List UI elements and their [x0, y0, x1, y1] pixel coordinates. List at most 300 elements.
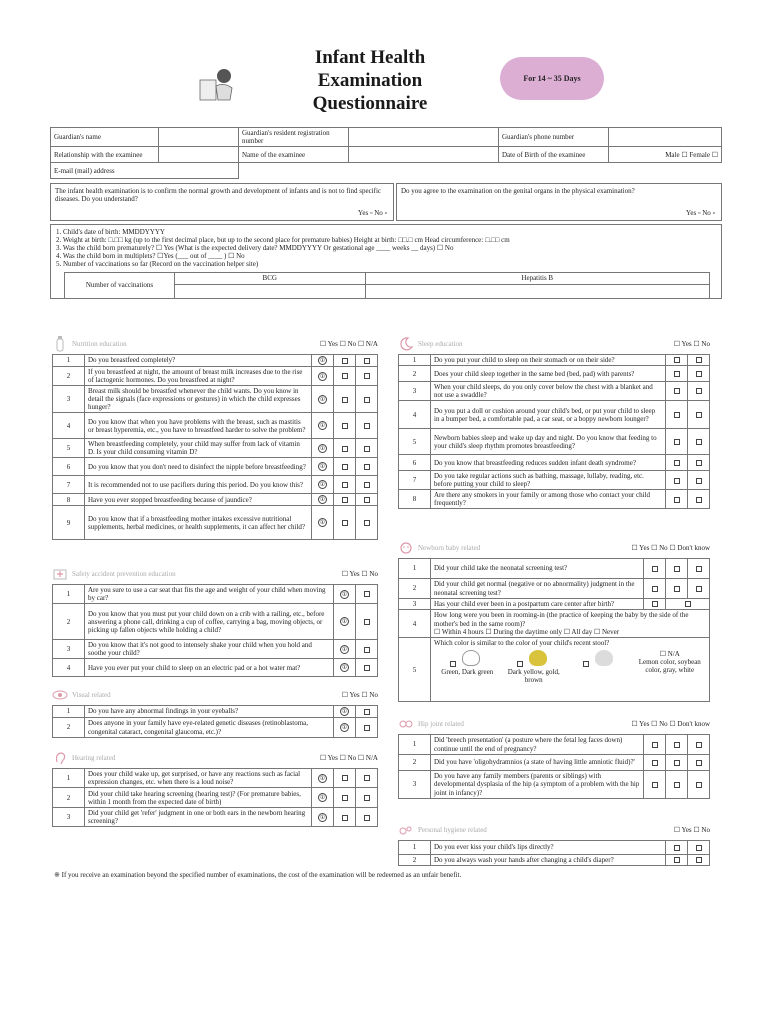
answer-mark [674, 388, 680, 394]
answer-yes[interactable] [644, 599, 666, 610]
hygiene-legend: ☐ Yes ☐ No [673, 825, 710, 834]
guardian-phone-field[interactable] [609, 128, 722, 147]
hygiene-icon [398, 822, 414, 838]
table-row [53, 506, 378, 540]
table-row [399, 429, 710, 455]
birth-weight-line[interactable]: 2. Weight at birth: □.□□ kg (up to the first decimal place, but up to the second place for premature babies) Height at birth: □□.□ cm Head circumference: □.□□ cm [56, 236, 510, 245]
answer-mark [364, 397, 370, 403]
question-text: Do you know that if a breastfeeding mother intakes excessive nutritional supplements, herbal medicines, or health supplements, it can affect her child? [85, 506, 312, 540]
answer-yes[interactable] [666, 455, 688, 471]
answer-yes[interactable] [666, 429, 688, 455]
answer-yes[interactable] [644, 755, 666, 771]
relationship-field[interactable] [159, 147, 239, 163]
answer-mark [364, 497, 370, 503]
question-text: Does anyone in your family have eye-related genetic diseases (retinoblastoma, congenital cataract, congenital glaucoma, etc.)? [85, 718, 334, 738]
answer-mark [674, 357, 680, 363]
table-row [399, 382, 710, 401]
hip-section [398, 714, 710, 799]
question-text: Are you sure to use a car seat that fits the age and weight of your child when moving by car? [85, 585, 334, 604]
answer-no[interactable] [688, 366, 710, 382]
visual-section [52, 685, 378, 738]
answer-mark [342, 795, 348, 801]
answer-no[interactable] [688, 841, 710, 855]
question-text: Did you have 'oligohydramnios (a state of having little amniotic fluid)?' [431, 755, 644, 771]
footer-note: ※ If you receive an examination beyond the specified number of examinations, the cost of the examination will be redeemed as an unfair benefit. [54, 871, 462, 879]
row-number: 1 [53, 769, 85, 788]
answer-mark [342, 520, 348, 526]
table-row [53, 640, 378, 659]
question-text: Did your child take hearing screening (hearing test)? (For premature babies, within 1 month from the expected date of birth) [85, 788, 312, 808]
answer-no[interactable] [666, 599, 710, 610]
answer-mark [364, 725, 370, 731]
safety-title: Safety accident prevention education [72, 569, 176, 578]
table-row [53, 718, 378, 738]
answer-dontknow[interactable] [688, 579, 710, 599]
row-number: 1 [399, 355, 431, 366]
understand-notice [50, 183, 394, 221]
answer-dontknow[interactable] [688, 559, 710, 579]
answer-mark [652, 782, 658, 788]
multiplets-line[interactable]: 4. Was the child born in multiplets? ☐Yes (___ out of ____ ) ☐ No [56, 252, 245, 261]
hearing-legend: ☐ Yes ☐ No ☐ N/A [319, 753, 378, 762]
answer-mark [696, 478, 702, 484]
hearing-table [52, 768, 378, 827]
answer-no[interactable] [688, 471, 710, 490]
row-number: 2 [399, 579, 431, 599]
question-text: Does your child wake up, get surprised, or have any reactions such as facial expression changes, etc. when there is a loud noise? [85, 769, 312, 788]
guardian-phone-label: Guardian's phone number [499, 128, 609, 147]
row-number: 5 [399, 638, 431, 702]
sleep-legend: ☐ Yes ☐ No [673, 339, 710, 348]
answer-na[interactable] [688, 755, 710, 771]
answer-na[interactable] [356, 458, 378, 476]
answer-yes[interactable] [666, 355, 688, 366]
stool-na-label: ☐ N/A [659, 650, 680, 659]
answer-no[interactable] [334, 494, 356, 506]
hygiene-title: Personal hygiene related [418, 825, 487, 834]
answer-yes[interactable] [312, 494, 334, 506]
answer-yes[interactable] [312, 788, 334, 808]
row-number: 2 [399, 755, 431, 771]
answer-yes[interactable] [666, 401, 688, 429]
hip-icon [398, 716, 414, 732]
answer-na[interactable] [356, 808, 378, 827]
stool-option-yellow[interactable] [505, 650, 563, 684]
table-row [53, 355, 378, 367]
sex-checkbox[interactable]: Male ☐ Female ☐ [609, 147, 722, 163]
answer-mark [342, 397, 348, 403]
table-row [399, 559, 710, 579]
answer-na[interactable] [688, 735, 710, 755]
table-row [53, 788, 378, 808]
doctor-icon [194, 66, 238, 106]
nutrition-legend: ☐ Yes ☐ No ☐ N/A [319, 339, 378, 348]
hygiene-section [398, 820, 710, 866]
table-row [53, 585, 378, 604]
answer-mark: ① [319, 373, 326, 380]
question-text: Have you ever stopped breastfeeding because of jaundice? [85, 494, 312, 506]
answer-yes[interactable] [312, 476, 334, 494]
eye-icon [52, 687, 68, 703]
question-text: Do you know that it's not good to intensely shake your child when you hold and soothe your child? [85, 640, 334, 659]
vaccinations-line: 5. Number of vaccinations so far (Record on the vaccination helper site) [56, 260, 259, 269]
vac-count-label: Number of vaccinations [65, 273, 175, 299]
answer-na[interactable] [356, 367, 378, 386]
newborn-section [398, 538, 710, 702]
question-text: When your child sleeps, do you only cover below the chest with a blanket and not use a swaddle? [431, 382, 666, 401]
answer-no[interactable] [688, 429, 710, 455]
genital-consent [396, 183, 722, 221]
row-number: 5 [53, 439, 85, 458]
answer-mark: ① [341, 709, 348, 715]
answer-mark [674, 782, 680, 788]
answer-na[interactable] [356, 355, 378, 367]
relationship-label: Relationship with the examinee [51, 147, 159, 163]
baby-icon [398, 540, 414, 556]
answer-na[interactable] [356, 476, 378, 494]
answer-mark [364, 665, 370, 671]
answer-mark [674, 497, 680, 503]
answer-no[interactable] [334, 439, 356, 458]
email-label: E-mail (mail) address [51, 163, 239, 179]
row-number: 2 [53, 604, 85, 640]
answer-no[interactable] [666, 771, 688, 799]
answer-mark [674, 742, 680, 748]
answer-na[interactable] [356, 506, 378, 540]
guardian-name-field[interactable] [159, 128, 239, 147]
hip-table [398, 734, 710, 799]
question-text: Did your child get 'refer' judgment in one or both ears in the newborn hearing screening? [85, 808, 312, 827]
hearing-section [52, 748, 378, 827]
answer-no[interactable] [356, 706, 378, 718]
answer-yes[interactable] [644, 735, 666, 755]
answer-yes[interactable] [334, 604, 356, 640]
answer-no[interactable] [356, 604, 378, 640]
answer-mark [674, 412, 680, 418]
table-row [53, 476, 378, 494]
answer-mark [364, 482, 370, 488]
answer-mark [342, 373, 348, 379]
row-number: 1 [399, 841, 431, 855]
answer-no[interactable] [356, 659, 378, 677]
sleep-title: Sleep education [418, 339, 463, 348]
row-number: 3 [53, 386, 85, 413]
table-row [399, 490, 710, 509]
answer-mark [342, 815, 348, 821]
answer-yes[interactable] [666, 471, 688, 490]
answer-mark [364, 619, 370, 625]
answer-yes[interactable] [644, 559, 666, 579]
answer-no[interactable] [688, 382, 710, 401]
answer-no[interactable] [356, 585, 378, 604]
answer-yes[interactable] [312, 355, 334, 367]
answer-yes[interactable] [312, 367, 334, 386]
answer-mark [342, 423, 348, 429]
answer-yes[interactable] [312, 386, 334, 413]
table-row [53, 494, 378, 506]
question-text: Do you know that when you have problems with the breast, such as mastitis or breast hyperemia, etc., you have to breastfeed harder to solve the problem? [85, 413, 312, 439]
answer-mark [696, 782, 702, 788]
moon-icon [398, 336, 414, 352]
answer-mark [364, 647, 370, 653]
table-row [53, 439, 378, 458]
examinee-name-field[interactable] [349, 147, 499, 163]
question-text: Do you know that you must put your child down on a crib with a railing, etc., before answering a phone call, drinking a cup of coffee, carrying a bag, moving objects, or picking up fallen objects while holding a child? [85, 604, 334, 640]
answer-mark: ① [341, 619, 348, 626]
question-text: If you breastfeed at night, the amount of breast milk increases due to the rise of lactogenic hormones. Do you breastfeed at night? [85, 367, 312, 386]
answer-na[interactable] [356, 386, 378, 413]
answer-mark [696, 497, 702, 503]
premature-line[interactable]: 3. Was the child born prematurely? ☐ Yes (What is the expected delivery date? MMDDYYYY Or gestational age ____ weeks __ days) ☐ No [56, 244, 454, 253]
answer-no[interactable] [334, 458, 356, 476]
question-text: Which color is similar to the color of your child's recent stool? [434, 639, 610, 648]
row-number: 7 [53, 476, 85, 494]
row-number: 6 [53, 458, 85, 476]
row-number: 5 [399, 429, 431, 455]
bcg-header: BCG [175, 273, 366, 285]
answer-no[interactable] [688, 490, 710, 509]
question-text: Are there any smokers in your family or among those who contact your child frequently? [431, 490, 666, 509]
hygiene-table [398, 840, 710, 866]
answer-no[interactable] [334, 788, 356, 808]
answer-na[interactable] [688, 771, 710, 799]
answer-no[interactable] [356, 718, 378, 738]
answer-yes[interactable] [334, 585, 356, 604]
question-text: Do you have any family members (parents or siblings) with developmental dysplasia of the hip (a symptom of a problem with the hip joint in infancy)? [431, 771, 644, 799]
row-number: 8 [399, 490, 431, 509]
answer-mark [696, 439, 702, 445]
newborn-legend: ☐ Yes ☐ No ☐ Don't know [631, 543, 710, 552]
answer-na[interactable] [356, 788, 378, 808]
bottle-icon [52, 336, 68, 352]
answer-no[interactable] [334, 367, 356, 386]
answer-mark: ① [319, 482, 326, 489]
row-number: 3 [399, 382, 431, 401]
safety-legend: ☐ Yes ☐ No [341, 569, 378, 578]
newborn-title: Newborn baby related [418, 543, 481, 552]
row-number: 2 [399, 855, 431, 866]
table-row [53, 604, 378, 640]
answer-yes[interactable] [666, 366, 688, 382]
answer-mark [342, 482, 348, 488]
answer-mark: ① [319, 358, 326, 364]
hepb-header: Hepatitis B [365, 273, 709, 285]
row-number: 3 [399, 771, 431, 799]
table-row [53, 413, 378, 439]
question-text: Have you ever put your child to sleep on an electric pad or a hot water mat? [85, 659, 334, 677]
answer-mark [652, 760, 658, 766]
answer-mark [696, 412, 702, 418]
newborn-table [398, 558, 710, 702]
answer-mark: ① [341, 665, 348, 672]
ear-icon [52, 750, 68, 766]
question-text: Do you always wash your hands after changing a child's diaper? [431, 855, 666, 866]
table-row [53, 769, 378, 788]
page-title: Infant Health Examination Questionnaire [312, 47, 428, 115]
question-text: Did your child get normal (negative or no abnormality) judgment in the neonatal screening test? [431, 579, 644, 599]
birth-date-line[interactable]: 1. Child's date of birth: MMDDYYYY [56, 228, 165, 236]
table-row [53, 458, 378, 476]
answer-no[interactable] [334, 506, 356, 540]
guardian-reg-field[interactable] [349, 128, 499, 147]
stool-swatch [595, 650, 613, 666]
answer-mark [696, 845, 702, 851]
genital-yes-no[interactable]: Yes ▫ No ▫ [686, 208, 715, 217]
answer-yes[interactable] [644, 579, 666, 599]
answer-mark: ① [319, 814, 326, 821]
understand-question: The infant health examination is to confirm the normal growth and development of infants and is not to find specific diseases. Do you understand? [55, 187, 381, 204]
question-text: How long were you been in rooming-in (the practice of keeping the baby by the side of the mother's bed in the same room)? [434, 611, 689, 628]
rooming-options[interactable]: ☐ Within 4 hours ☐ During the daytime only ☐ All day ☐ Never [434, 627, 620, 636]
answer-no[interactable] [666, 559, 688, 579]
table-row [399, 735, 710, 755]
answer-mark [342, 497, 348, 503]
answer-yes[interactable] [666, 490, 688, 509]
answer-no[interactable] [334, 413, 356, 439]
nutrition-table [52, 354, 378, 540]
row-number: 8 [53, 494, 85, 506]
answer-no[interactable] [688, 355, 710, 366]
stool-swatch [462, 650, 480, 666]
answer-yes[interactable] [666, 855, 688, 866]
answer-yes[interactable] [334, 659, 356, 677]
answer-na[interactable] [356, 413, 378, 439]
table-row [53, 367, 378, 386]
answer-yes[interactable] [312, 413, 334, 439]
answer-na[interactable] [356, 439, 378, 458]
email-field[interactable] [239, 163, 722, 179]
table-row [53, 706, 378, 718]
answer-mark: ① [341, 725, 348, 731]
hip-title: Hip joint related [418, 719, 464, 728]
answer-no[interactable] [334, 355, 356, 367]
answer-mark [364, 423, 370, 429]
bcg-field[interactable] [175, 285, 366, 299]
stool-option-na[interactable] [638, 650, 702, 684]
row-number: 3 [53, 640, 85, 659]
answer-mark: ① [319, 464, 326, 471]
row-number: 1 [53, 585, 85, 604]
dob-label: Date of Birth of the examinee [499, 147, 609, 163]
visual-legend: ☐ Yes ☐ No [341, 690, 378, 699]
answer-mark: ① [319, 445, 326, 452]
genital-question: Do you agree to the examination on the genital organs in the physical examination? [401, 187, 635, 195]
row-number: 1 [399, 559, 431, 579]
stool-option-pale[interactable] [571, 650, 629, 684]
understand-yes-no[interactable]: Yes ▫ No ▫ [358, 208, 387, 217]
examinee-name-label: Name of the examinee [239, 147, 349, 163]
table-row [399, 771, 710, 799]
answer-yes[interactable] [312, 439, 334, 458]
table-row [399, 841, 710, 855]
answer-no[interactable] [334, 386, 356, 413]
answer-no[interactable] [666, 755, 688, 771]
answer-no[interactable] [688, 455, 710, 471]
table-row [399, 355, 710, 366]
answer-yes[interactable] [312, 808, 334, 827]
answer-yes[interactable] [334, 640, 356, 659]
sleep-section [398, 334, 710, 509]
answer-yes[interactable] [666, 382, 688, 401]
stool-label: Green, Dark green [441, 668, 494, 677]
answer-no[interactable] [688, 401, 710, 429]
row-number: 2 [399, 366, 431, 382]
answer-yes[interactable] [334, 706, 356, 718]
answer-mark [696, 357, 702, 363]
answer-no[interactable] [356, 640, 378, 659]
answer-mark [364, 775, 370, 781]
answer-mark [364, 709, 370, 715]
question-text: Do you take regular actions such as bathing, massage, lullaby, reading, etc. before putting your child to sleep? [431, 471, 666, 490]
answer-no[interactable] [334, 769, 356, 788]
answer-na[interactable] [356, 769, 378, 788]
question-text: Do you know that you don't need to disinfect the nipple before breastfeeding? [85, 458, 312, 476]
answer-no[interactable] [334, 476, 356, 494]
question-text: Has your child ever been in a postpartum care center after birth? [431, 599, 644, 610]
question-text: Newborn babies sleep and wake up day and night. Do you know that feeding to your child's sleep rhythm promotes breastfeeding? [431, 429, 666, 455]
row-number: 7 [399, 471, 431, 490]
answer-yes[interactable] [666, 841, 688, 855]
answer-mark [364, 815, 370, 821]
answer-mark: ① [319, 520, 326, 527]
stool-option-green[interactable] [438, 650, 496, 684]
guardian-name-label: Guardian's name [51, 128, 159, 147]
question-text: Do you put your child to sleep on their stomach or on their side? [431, 355, 666, 366]
answer-yes[interactable] [334, 718, 356, 738]
row-number: 4 [53, 659, 85, 677]
answer-no[interactable] [334, 808, 356, 827]
row-number: 3 [53, 808, 85, 827]
answer-na[interactable] [356, 494, 378, 506]
answer-yes[interactable] [312, 506, 334, 540]
hepb-field[interactable] [365, 285, 709, 299]
answer-mark [364, 464, 370, 470]
table-row [399, 599, 710, 610]
table-row [399, 755, 710, 771]
answer-mark: ① [319, 497, 326, 504]
answer-yes[interactable] [312, 458, 334, 476]
answer-yes[interactable] [312, 769, 334, 788]
question-text: Do you have any abnormal findings in your eyeballs? [85, 706, 334, 718]
answer-mark [674, 439, 680, 445]
question-text: Do you put a doll or cushion around your child's bed, or put your child to sleep in a bumper bed, a comfortable pad, a car seat, or a boppy newborn lounger? [431, 401, 666, 429]
safety-icon [52, 566, 68, 582]
stool-swatch [529, 650, 547, 666]
nutrition-title: Nutrition education [72, 339, 127, 348]
question-text: It is recommended not to use pacifiers during this period. Do you know this? [85, 476, 312, 494]
question-text: Does your child sleep together in the same bed (bed, pad) with parents? [431, 366, 666, 382]
nutrition-section [52, 334, 378, 540]
answer-mark [696, 371, 702, 377]
answer-mark [364, 358, 370, 364]
answer-no[interactable] [666, 579, 688, 599]
answer-mark [696, 460, 702, 466]
guardian-reg-label: Guardian's resident registration number [239, 128, 349, 147]
answer-mark [342, 446, 348, 452]
answer-mark [674, 760, 680, 766]
hip-legend: ☐ Yes ☐ No ☐ Don't know [631, 719, 710, 728]
question-text: Did your child take the neonatal screening test? [431, 559, 644, 579]
table-row [53, 808, 378, 827]
safety-section [52, 564, 378, 677]
answer-no[interactable] [688, 855, 710, 866]
row-number: 4 [399, 401, 431, 429]
row-number: 4 [53, 413, 85, 439]
answer-no[interactable] [666, 735, 688, 755]
answer-mark [674, 371, 680, 377]
table-row [399, 471, 710, 490]
answer-yes[interactable] [644, 771, 666, 799]
